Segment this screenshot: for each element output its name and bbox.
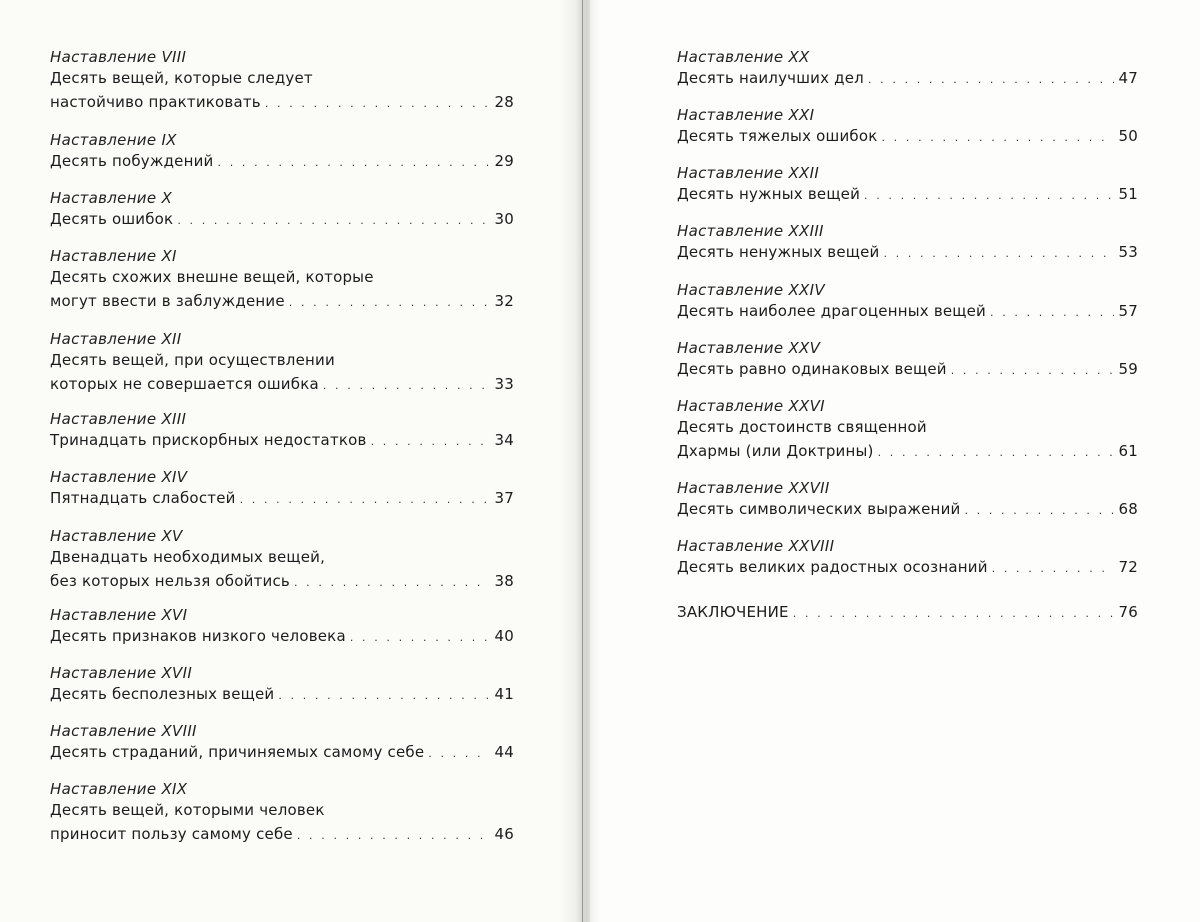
- toc-entry-line: [50, 545, 514, 569]
- toc-entry-title: Десять страданий, причиняемых самому себе: [50, 743, 425, 761]
- toc-entry-heading: Наставление IX: [50, 131, 177, 149]
- toc-dot-leader: [428, 742, 490, 766]
- toc-entry-line: [50, 740, 514, 764]
- toc-entry-title: Десять тяжелых ошибок: [677, 127, 878, 145]
- toc-entry-title: Десять бесполезных вещей: [50, 685, 275, 703]
- toc-dot-leader: [323, 374, 490, 398]
- toc-entry-heading: Наставление XXVII: [677, 479, 830, 497]
- toc-entry-title: Десять вещей, которыми человек: [50, 801, 325, 819]
- toc-entry: [50, 410, 514, 452]
- toc-entry: [50, 606, 514, 648]
- toc-dot-leader: [177, 209, 490, 233]
- toc-dot-leader: [265, 92, 490, 116]
- toc-entry: [677, 397, 1138, 463]
- toc-entry-title: могут ввести в заблуждение: [50, 292, 285, 310]
- toc-entry-heading: Наставление XIII: [50, 410, 187, 428]
- toc-entry-heading: Наставление XVII: [50, 664, 193, 682]
- toc-entry-line: [50, 428, 514, 452]
- toc-dot-leader: [240, 488, 490, 512]
- toc-entry: [50, 527, 514, 593]
- toc-entry-heading: Наставление X: [50, 189, 173, 207]
- toc-entry-title: приносит пользу самому себе: [50, 825, 293, 843]
- toc-entry-title: Десять признаков низкого человека: [50, 627, 346, 645]
- toc-entry-line: [50, 822, 514, 846]
- toc-entry: [50, 330, 514, 396]
- toc-entry: [677, 48, 1138, 90]
- toc-entry-line: [50, 486, 514, 510]
- toc-entry: [677, 164, 1138, 206]
- toc-page-number: 30: [494, 210, 514, 228]
- toc-entry-heading: Наставление XXIII: [677, 222, 824, 240]
- toc-entry-heading: Наставление XI: [50, 247, 177, 265]
- toc-entry-heading: Наставление XV: [50, 527, 183, 545]
- toc-entry-line: [677, 497, 1138, 521]
- toc-entry-heading: Наставление XIV: [50, 468, 188, 486]
- toc-entry-heading: Наставление XX: [677, 48, 810, 66]
- toc-entry-title: Десять нужных вещей: [677, 185, 861, 203]
- toc-entry-line: [677, 182, 1138, 206]
- toc-entry-heading: Наставление XXVIII: [677, 537, 835, 555]
- toc-entry-title: Десять символических выражений: [677, 500, 961, 518]
- toc-entry-line: [677, 299, 1138, 323]
- toc-page-number: 33: [494, 375, 514, 393]
- toc-page-number: 59: [1118, 360, 1138, 378]
- toc-entry-line: [50, 348, 514, 372]
- toc-page-number: 51: [1118, 185, 1138, 203]
- toc-page-number: 38: [494, 572, 514, 590]
- toc-dot-leader: [883, 242, 1114, 266]
- toc-dot-leader: [297, 824, 490, 848]
- toc-entry-title: Тринадцать прискорбных недостатков: [50, 431, 367, 449]
- toc-page-number: 46: [494, 825, 514, 843]
- toc-conclusion-page: 76: [1118, 603, 1138, 621]
- toc-entry-title: Пятнадцать слабостей: [50, 489, 236, 507]
- toc-entry-title: которых не совершается ошибка: [50, 375, 319, 393]
- toc-entry-line: [677, 124, 1138, 148]
- toc-entry-title: Десять вещей, при осуществлении: [50, 351, 335, 369]
- toc-entry: [50, 131, 514, 173]
- toc-conclusion-title: ЗАКЛЮЧЕНИЕ: [677, 603, 789, 621]
- toc-entry-title: Десять вещей, которые следует: [50, 69, 313, 87]
- toc-entry-title: Десять наилучших дел: [677, 69, 864, 87]
- toc-entry-heading: Наставление XVIII: [50, 722, 197, 740]
- toc-page-number: 41: [494, 685, 514, 703]
- toc-page-number: 68: [1118, 500, 1138, 518]
- toc-page-number: 32: [494, 292, 514, 310]
- toc-entry-title: Десять великих радостных осознаний: [677, 558, 988, 576]
- toc-dot-leader: [218, 151, 491, 175]
- toc-entry-heading: Наставление XII: [50, 330, 182, 348]
- toc-dot-leader: [289, 291, 490, 315]
- toc-entry: [677, 479, 1138, 521]
- toc-page-number: 47: [1118, 69, 1138, 87]
- toc-dot-leader: [992, 557, 1114, 581]
- toc-entry-line: [50, 207, 514, 231]
- toc-entry-line: [50, 66, 514, 90]
- toc-dot-leader: [951, 359, 1114, 383]
- toc-entry-title: Десять равно одинаковых вещей: [677, 360, 947, 378]
- toc-entry-line: [50, 569, 514, 593]
- toc-entry-heading: Наставление XXI: [677, 106, 815, 124]
- toc-page-number: 28: [494, 93, 514, 111]
- toc-dot-leader: [793, 602, 1114, 626]
- toc-entry-heading: Наставление XIX: [50, 780, 188, 798]
- toc-entry-title: настойчиво практиковать: [50, 93, 261, 111]
- toc-entry-line: [50, 90, 514, 114]
- toc-entry-title: Десять ошибок: [50, 210, 174, 228]
- toc-page-number: 40: [494, 627, 514, 645]
- toc-dot-leader: [964, 499, 1114, 523]
- toc-entry-title: Десять достоинств священной: [677, 418, 927, 436]
- toc-page-number: 72: [1118, 558, 1138, 576]
- toc-entry-line: [677, 66, 1138, 90]
- toc-dot-leader: [868, 68, 1114, 92]
- toc-entry-title: Десять схожих внешне вещей, которые: [50, 268, 374, 286]
- toc-entry: [677, 537, 1138, 579]
- toc-dot-leader: [990, 301, 1114, 325]
- toc-entry-line: [677, 240, 1138, 264]
- toc-page-number: 37: [494, 489, 514, 507]
- toc-dot-leader: [371, 430, 490, 454]
- toc-page-number: 57: [1118, 302, 1138, 320]
- toc-entry-line: [677, 439, 1138, 463]
- toc-entry-heading: Наставление VIII: [50, 48, 187, 66]
- toc-entry: [50, 722, 514, 764]
- toc-page-number: 34: [494, 431, 514, 449]
- toc-entry-line: [677, 415, 1138, 439]
- toc-entry-line: [50, 265, 514, 289]
- toc-page-number: 29: [494, 152, 514, 170]
- toc-dot-leader: [350, 626, 490, 650]
- toc-dot-leader: [881, 126, 1114, 150]
- toc-entry-line: [50, 372, 514, 396]
- toc-entry-heading: Наставление XXVI: [677, 397, 825, 415]
- toc-dot-leader: [878, 441, 1114, 465]
- toc-dot-leader: [278, 684, 490, 708]
- toc-page-number: 53: [1118, 243, 1138, 261]
- toc-entry-line: [50, 798, 514, 822]
- toc-page-number: 50: [1118, 127, 1138, 145]
- toc-entry-line: [50, 682, 514, 706]
- toc-page-number: 61: [1118, 442, 1138, 460]
- toc-entry-heading: Наставление XXII: [677, 164, 820, 182]
- book-gutter: [582, 0, 583, 922]
- toc-entry: [50, 247, 514, 313]
- toc-entry-title: Дхармы (или Доктрины): [677, 442, 874, 460]
- book-spine-shadow: [560, 0, 600, 922]
- toc-entry-line: [677, 357, 1138, 381]
- toc-entry-title: Двенадцать необходимых вещей,: [50, 548, 326, 566]
- toc-entry: [677, 339, 1138, 381]
- toc-entry: [50, 468, 514, 510]
- toc-entry-title: Десять побуждений: [50, 152, 214, 170]
- toc-entry: [677, 281, 1138, 323]
- toc-entry-heading: Наставление XXIV: [677, 281, 825, 299]
- toc-entry: [50, 780, 514, 846]
- toc-entry-heading: Наставление XXV: [677, 339, 821, 357]
- toc-entry: [677, 222, 1138, 264]
- toc-entry: [50, 664, 514, 706]
- toc-entry: [50, 189, 514, 231]
- toc-entry-line: [677, 555, 1138, 579]
- toc-entry-line: [50, 289, 514, 313]
- toc-conclusion: [677, 600, 1138, 626]
- toc-entry-line: [50, 149, 514, 173]
- toc-entry-title: Десять ненужных вещей: [677, 243, 880, 261]
- toc-entry-title: Десять наиболее драгоценных вещей: [677, 302, 987, 320]
- toc-dot-leader: [294, 571, 490, 595]
- toc-dot-leader: [864, 184, 1114, 208]
- toc-entry-line: [50, 624, 514, 648]
- toc-entry-heading: Наставление XVI: [50, 606, 188, 624]
- toc-entry: [50, 48, 514, 114]
- toc-entry-title: без которых нельзя обойтись: [50, 572, 290, 590]
- toc-page-number: 44: [494, 743, 514, 761]
- toc-entry: [677, 106, 1138, 148]
